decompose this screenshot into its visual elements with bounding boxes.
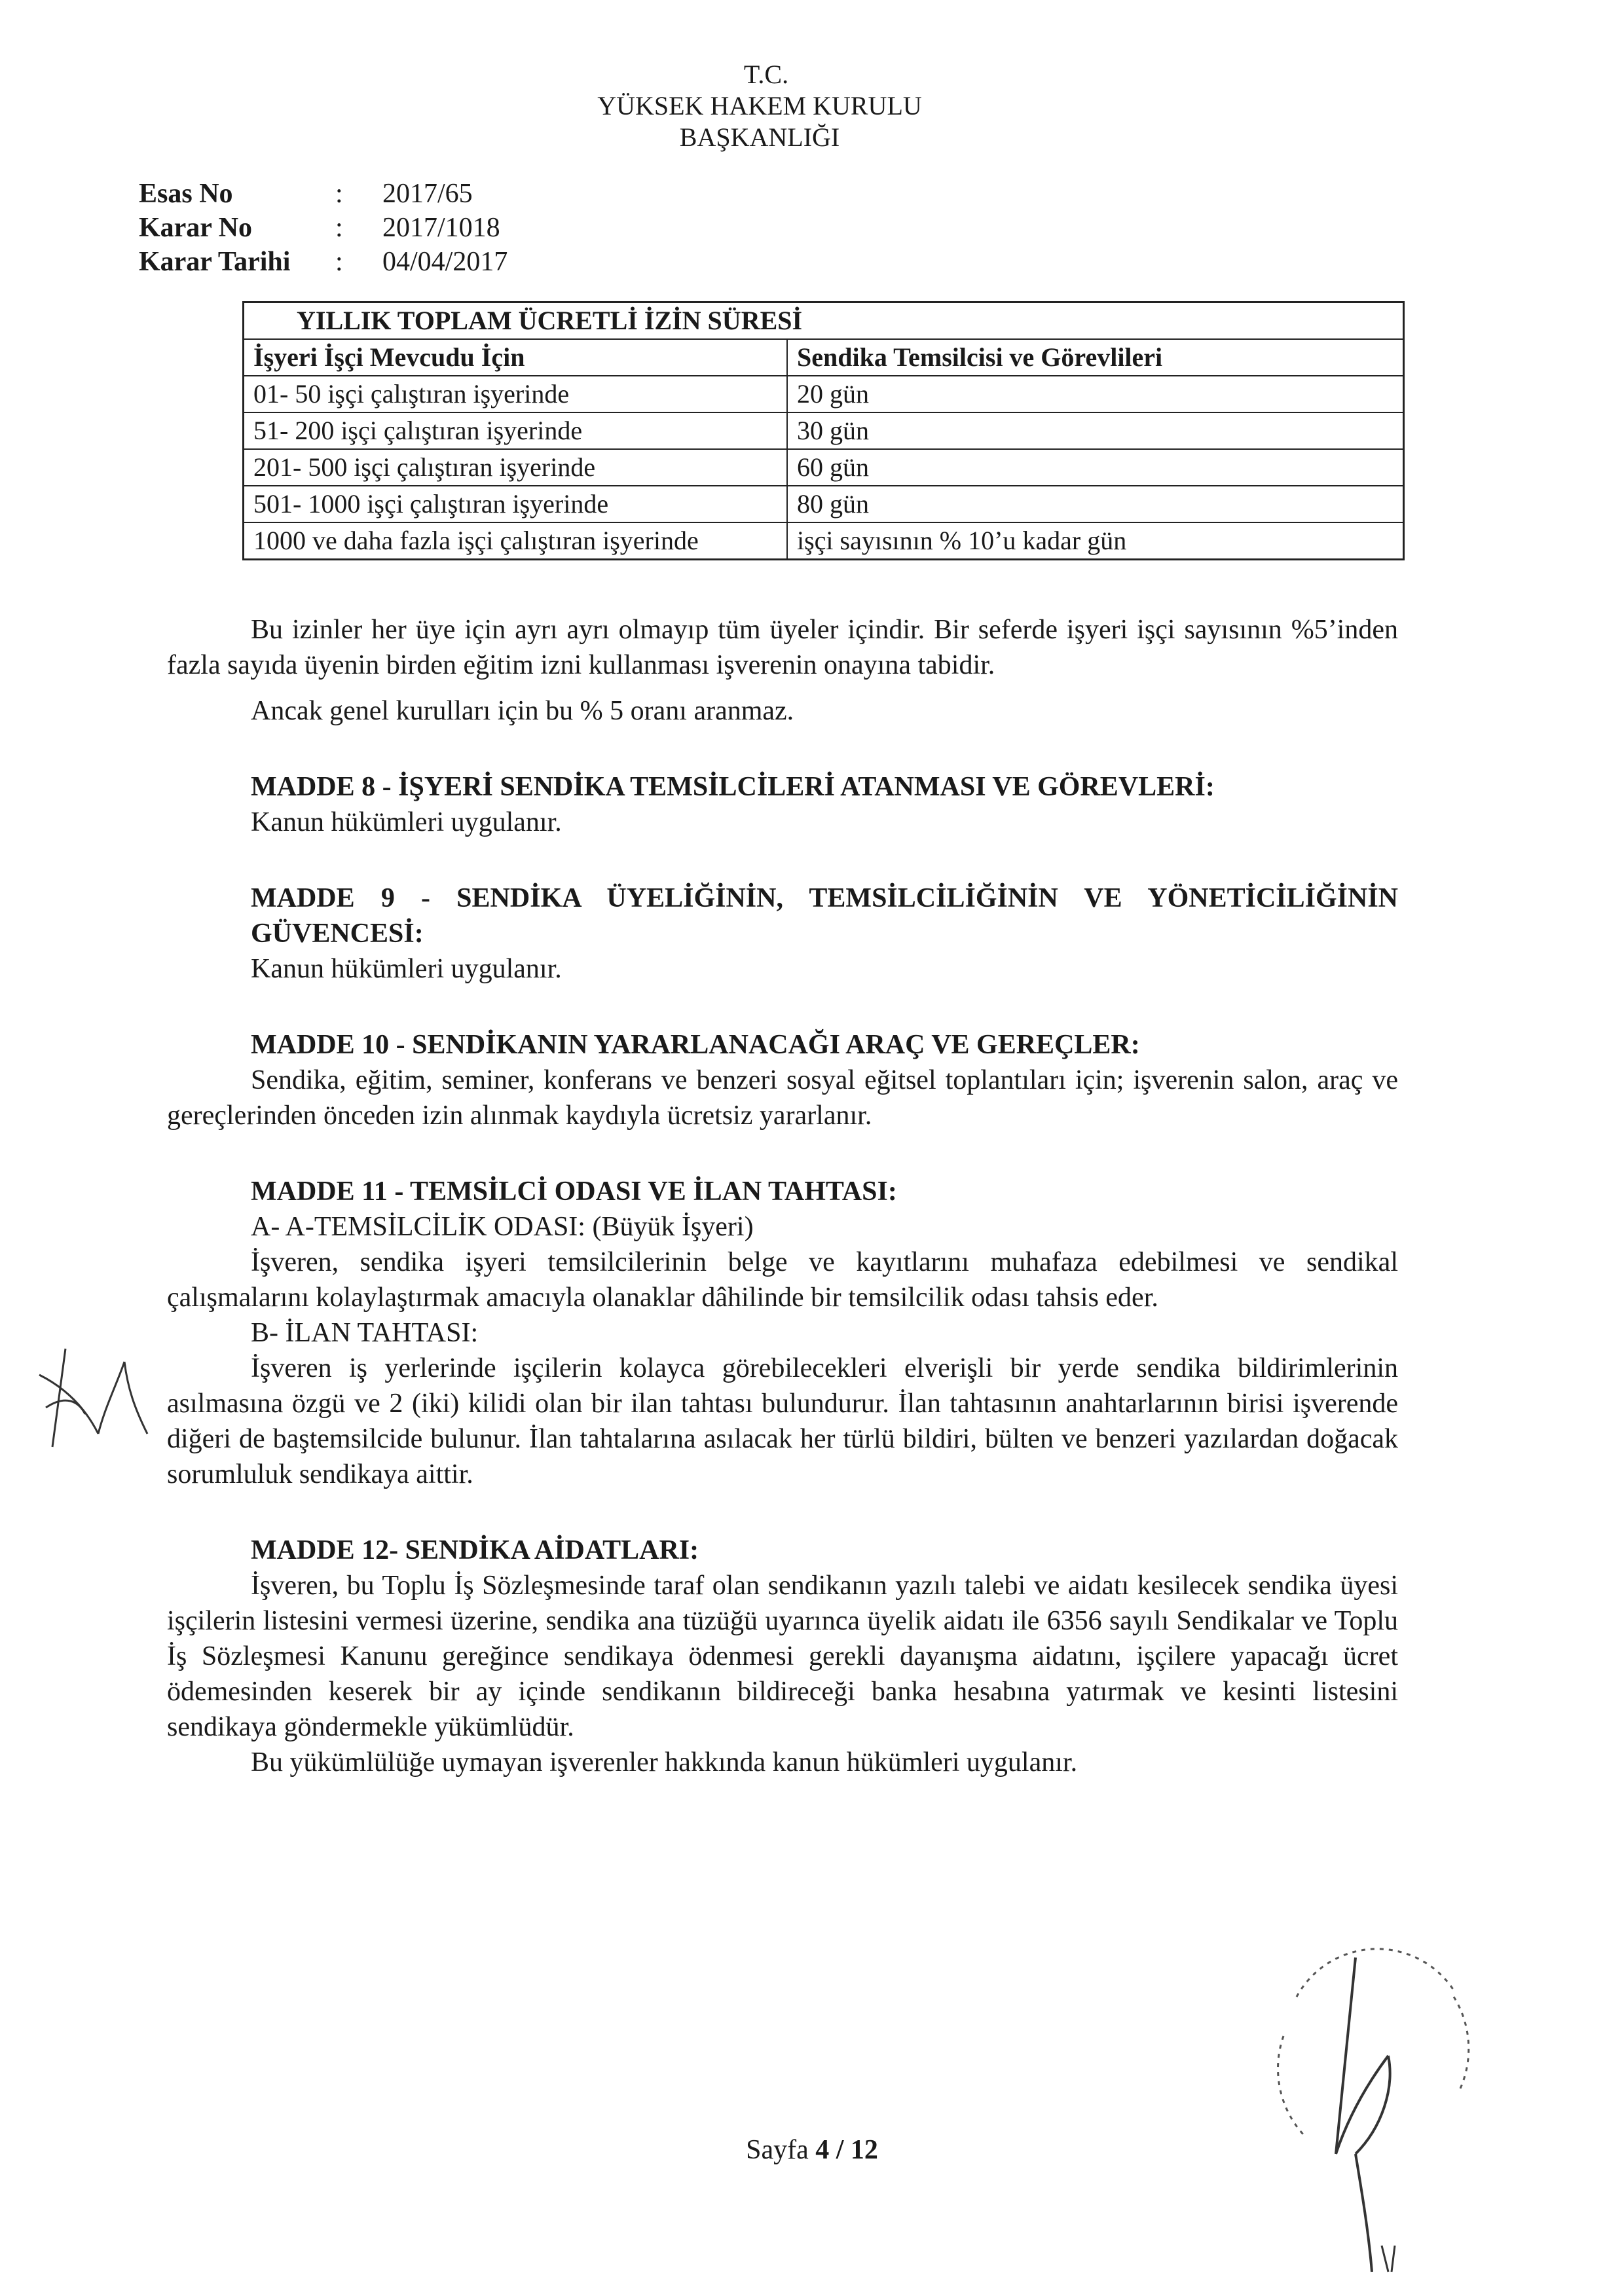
table-cell-workforce: 51- 200 işçi çalıştıran işyerinde [244,412,788,449]
article-9-heading: MADDE 9 - SENDİKA ÜYELİĞİNİN, TEMSİLCİLİĞİNİN VE YÖNETİCİLİĞİNİN GÜVENCESİ: [251,883,1398,949]
document-body [167,612,1398,1780]
meta-value: 2017/65 [382,179,473,209]
table-cell-workforce: 201- 500 işçi çalıştıran işyerinde [244,449,788,486]
table-row [244,376,1404,412]
table-cell-leave: işçi sayısının % 10’u kadar gün [787,522,1404,560]
meta-value: 04/04/2017 [382,247,508,277]
meta-value: 2017/1018 [382,213,500,243]
table-caption-row [244,302,1404,340]
article-8-heading: MADDE 8 - İŞYERİ SENDİKA TEMSİLCİLERİ ATANMASI VE GÖREVLERİ: [251,772,1215,802]
page-number-prefix: Sayfa [746,2135,809,2165]
table-cell-leave: 20 gün [787,376,1404,412]
table-cell-workforce: 01- 50 işçi çalıştıran işyerinde [244,376,788,412]
article-12-body-2: Bu yükümlülüğe uymayan işverenler hakkında kanun hükümleri uygulanır. [251,1747,1078,1777]
paragraph: Ancak genel kurulları için bu % 5 oranı aranmaz. [251,696,794,726]
meta-row [139,245,507,279]
table-cell-workforce: 501- 1000 işçi çalıştıran işyerinde [244,486,788,522]
meta-row [139,177,507,211]
header-line-1: T.C. [743,60,789,89]
meta-sep: : [335,179,343,209]
header-line-3: BAŞKANLIĞI [679,122,840,152]
table-caption: YILLIK TOPLAM ÜCRETLİ İZİN SÜRESİ [244,302,1404,340]
leave-duration-table [242,301,1405,560]
article-10-heading: MADDE 10 - SENDİKANIN YARARLANACAĞI ARAÇ VE GEREÇLER: [251,1030,1140,1060]
table-row [244,412,1404,449]
table-header-row [244,339,1404,376]
article-12-body: İşveren, bu Toplu İş Sözleşmesinde taraf olan sendikanın yazılı talebi ve aidatı kesilecek sendika üyesi işçilerin listesini vermesi üzerine, sendika ana tüzüğü uyarınca üyelik aidatı ile 6356 sayılı Sendikalar ve Toplu İş Sözleşmesi Kanunu gereğince sendikaya ödenmesi gerekli dayanışma aidatını, işçilere yapacağı ücret ödemesinden keserek bir ay içinde sendikanın bildireceği banka hesabına yatırmak ve kesinti listesini sendikaya göndermekle yükümlüdür. [167,1571,1398,1742]
article-11-body-a: İşveren, sendika işyeri temsilcilerinin belge ve kayıtlarını muhafaza edebilmesi ve sendikal çalışmalarını kolaylaştırmak amacıyla olanaklar dâhilinde bir temsilcilik odası tahsis eder. [167,1247,1398,1313]
article-11-heading: MADDE 11 - TEMSİLCİ ODASI VE İLAN TAHTASI: [251,1176,897,1207]
table-row [244,486,1404,522]
issuing-authority [0,59,1624,153]
article-9-body: Kanun hükümleri uygulanır. [251,954,562,984]
table-row [244,449,1404,486]
meta-key: Karar No [139,213,253,243]
table-header-leave: Sendika Temsilcisi ve Görevlileri [787,339,1404,376]
page-number-value: 4 / 12 [815,2135,878,2165]
article-11-body-b: İşveren iş yerlerinde işçilerin kolayca görebilecekleri elverişli bir yerde sendika bildirimlerinin asılmasına özgü ve 2 (iki) kilidi olan bir ilan tahtası bulundurur. İlan tahtasının anahtarlarının birisi işverende diğeri de baştemsilcide bulunur. İlan tahtalarına asılacak her türlü bildiri, bülten ve benzeri yazılardan doğacak sorumluluk sendikaya aittir. [167,1353,1398,1489]
official-stamp-signature [1257,1918,1473,2285]
table-row [244,522,1404,560]
table-cell-leave: 80 gün [787,486,1404,522]
article-12-heading: MADDE 12- SENDİKA AİDATLARI: [251,1535,699,1565]
handwritten-initials [26,1336,151,1460]
meta-sep: : [335,213,343,243]
table-cell-leave: 60 gün [787,449,1404,486]
case-metadata [139,177,507,279]
table-cell-workforce: 1000 ve daha fazla işçi çalıştıran işyerinde [244,522,788,560]
meta-row [139,211,507,245]
paragraph: Bu izinler her üye için ayrı ayrı olmayıp tüm üyeler içindir. Bir seferde işyeri işçi sayısının %5’inden fazla sayıda üyenin birden eğitim izni kullanması işverenin onayına tabidir. [167,615,1398,680]
header-line-2: YÜKSEK HAKEM KURULU [597,91,922,120]
table-header-workforce: İşyeri İşçi Mevcudu İçin [244,339,788,376]
article-8-body: Kanun hükümleri uygulanır. [251,807,562,837]
meta-sep: : [335,247,343,277]
article-11-subheading-a: A- A-TEMSİLCİLİK ODASI: (Büyük İşyeri) [251,1212,754,1242]
meta-key: Esas No [139,179,233,209]
table-cell-leave: 30 gün [787,412,1404,449]
article-11-subheading-b: B- İLAN TAHTASI: [251,1318,479,1348]
meta-key: Karar Tarihi [139,247,291,277]
article-10-body: Sendika, eğitim, seminer, konferans ve benzeri sosyal eğitsel toplantıları için; işverenin salon, araç ve gereçlerinden önceden izin alınmak kaydıyla ücretsiz yararlanır. [167,1065,1398,1131]
